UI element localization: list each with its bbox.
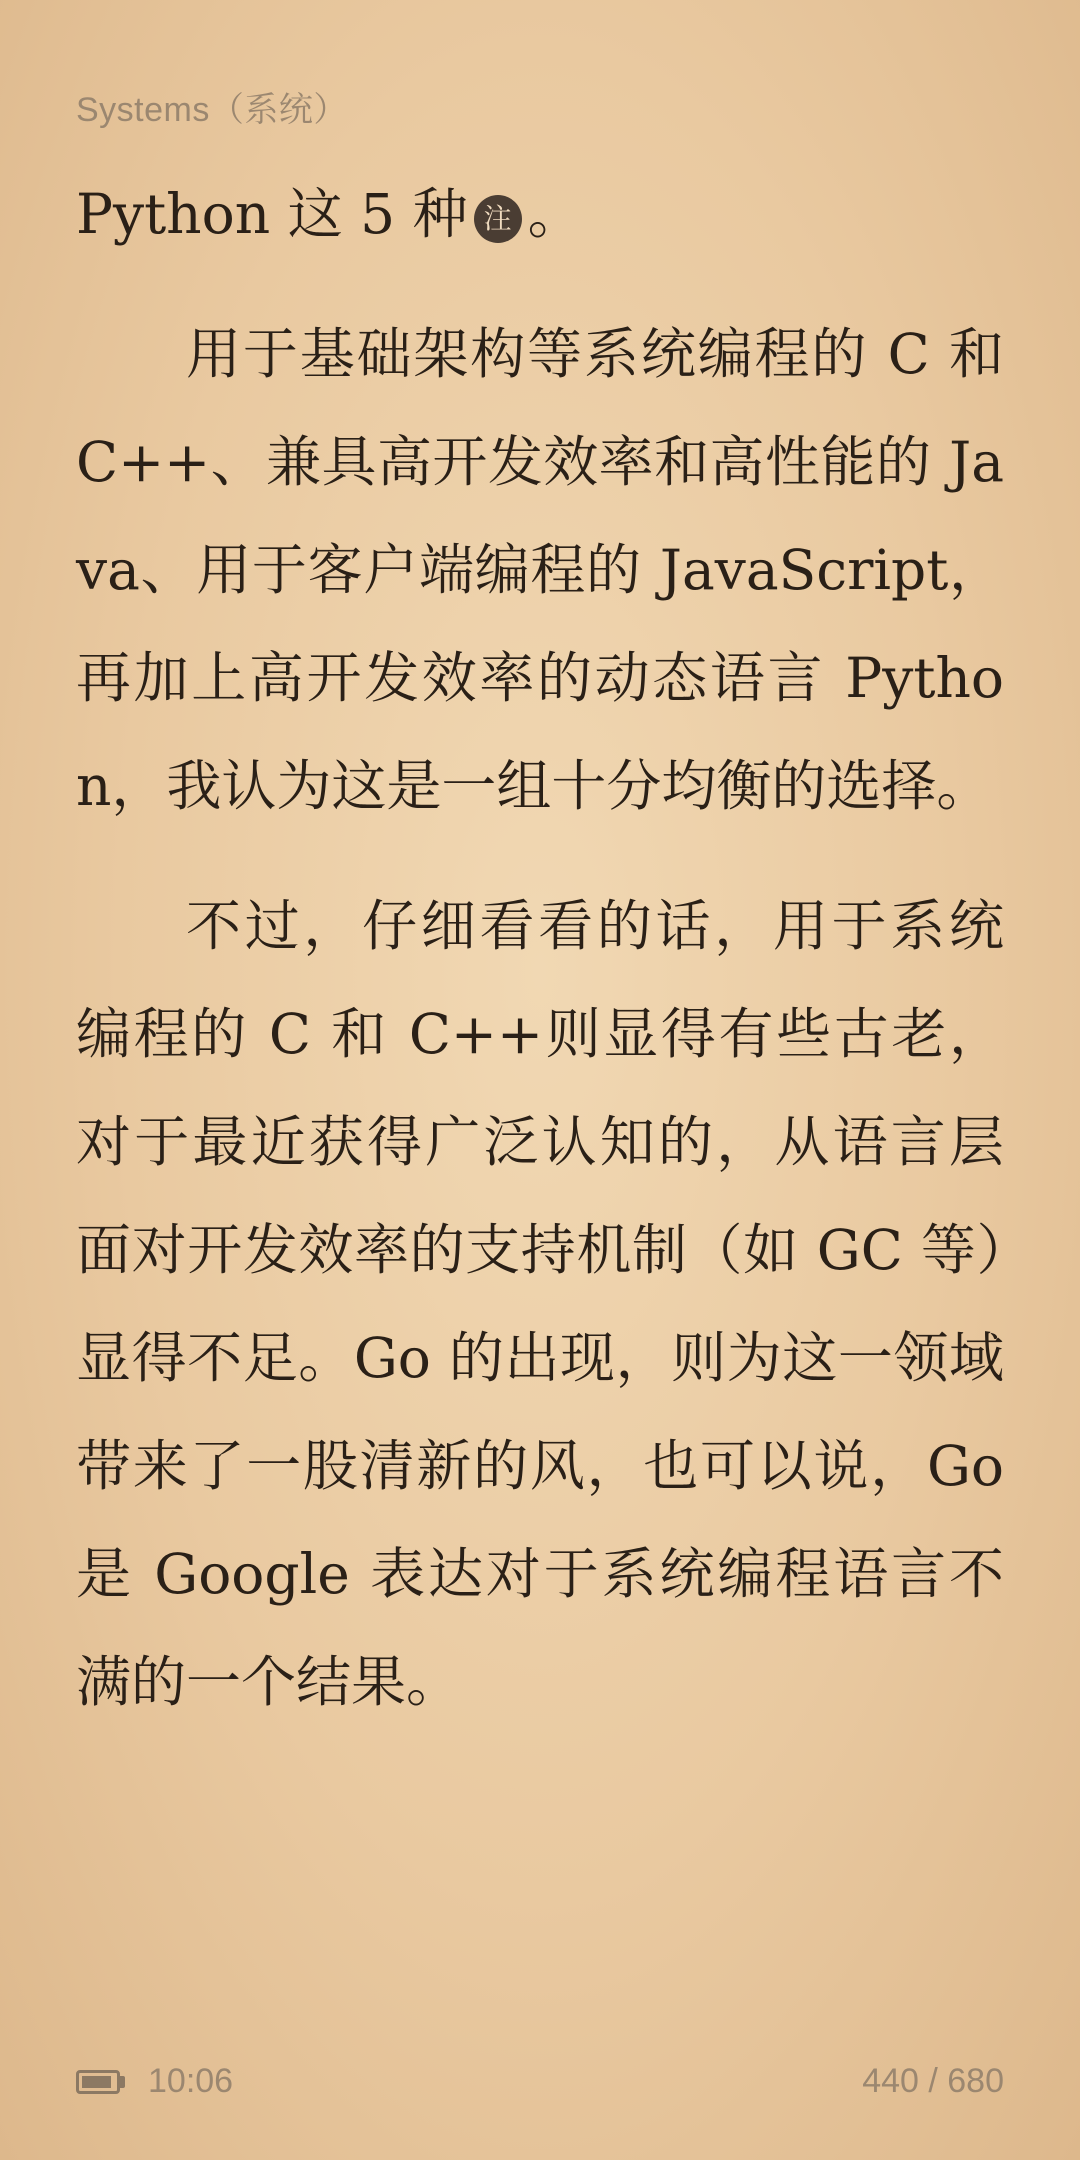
paragraph-2: 用于基础架构等系统编程的 C 和 C++、兼具高开发效率和高性能的 Java、用于客户端编程的 JavaScript，再加上高开发效率的动态语言 Python，我认为这是一组十分均衡的选择。 bbox=[76, 322, 1004, 818]
clock-time: 10:06 bbox=[148, 2062, 234, 2100]
battery-level-fill bbox=[82, 2076, 111, 2088]
chapter-title: Systems（系统） bbox=[76, 91, 348, 129]
continuation-text: Python 这 5 种 bbox=[76, 182, 468, 246]
paragraph-continuation bbox=[76, 160, 1004, 268]
paragraph-3: 不过，仔细看看的话，用于系统编程的 C 和 C++则显得有些古老，对于最近获得广泛认知的，从语言层面对开发效率的支持机制（如 GC 等）显得不足。Go 的出现，则为这一领域带来了一股清新的风，也可以说，Go 是 Google 表达对于系统编程语言不满的一个结果。 bbox=[76, 894, 1004, 1714]
continuation-end: 。 bbox=[527, 182, 583, 246]
note-icon[interactable]: 注 bbox=[474, 195, 522, 243]
status-footer bbox=[76, 2062, 1004, 2106]
page-indicator: 440 / 680 bbox=[862, 2062, 1004, 2100]
battery-icon bbox=[76, 2070, 120, 2094]
reader-content bbox=[76, 160, 1004, 1768]
battery-tip bbox=[120, 2076, 125, 2088]
